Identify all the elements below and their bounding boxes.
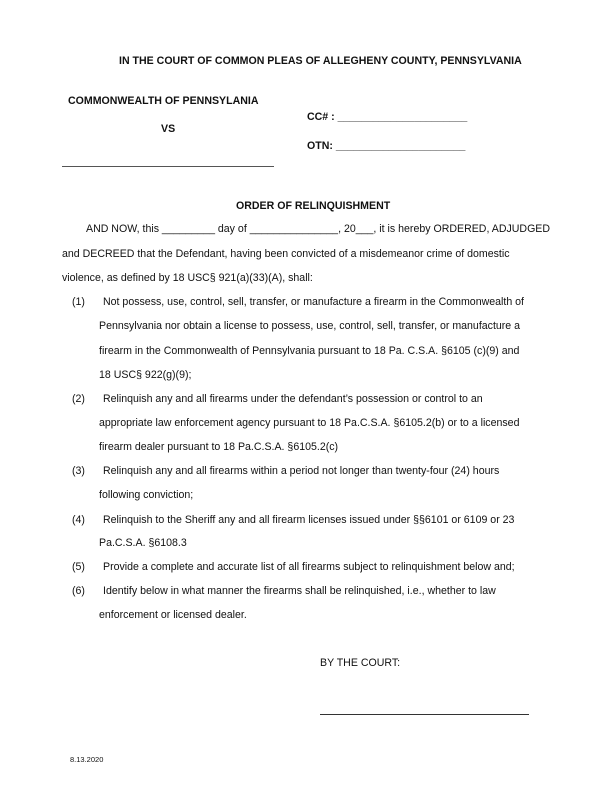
intro-line: and DECREED that the Defendant, having been convicted of a misdemeanor crime of domestic <box>62 248 510 260</box>
item-number: (1) <box>72 296 85 308</box>
judge-signature-line <box>320 714 529 715</box>
item-text-line: Pa.C.S.A. §6108.3 <box>99 537 187 549</box>
item-text-line: appropriate law enforcement agency pursuant to 18 Pa.C.S.A. §6105.2(b) or to a licensed <box>99 417 520 429</box>
item-text-line: Not possess, use, control, sell, transfer, or manufacture a firearm in the Commonwealth of <box>103 296 524 308</box>
item-text-line: following conviction; <box>99 489 194 501</box>
footer-date: 8.13.2020 <box>70 755 104 764</box>
item-number: (6) <box>72 585 85 597</box>
item-text-line: Provide a complete and accurate list of all firearms subject to relinquishment below and; <box>103 561 515 573</box>
versus-label: VS <box>161 123 176 135</box>
by-the-court-label: BY THE COURT: <box>320 657 401 669</box>
item-number: (4) <box>72 514 85 526</box>
intro-line: violence, as defined by 18 USC§ 921(a)(33)(A), shall: <box>62 272 313 284</box>
plaintiff-name: COMMONWEALTH OF PENNSYLANIA <box>68 95 259 107</box>
item-text-line: Relinquish to the Sheriff any and all firearm licenses issued under §§6101 or 6109 or 23 <box>103 514 515 526</box>
item-text-line: Relinquish any and all firearms within a period not longer than twenty-four (24) hours <box>103 465 500 477</box>
court-header: IN THE COURT OF COMMON PLEAS OF ALLEGHENY COUNTY, PENNSYLVANIA <box>119 55 522 67</box>
item-text-line: Relinquish any and all firearms under the defendant’s possession or control to an <box>103 393 483 405</box>
item-text-line: enforcement or licensed dealer. <box>99 609 247 621</box>
item-text-line: firearm in the Commonwealth of Pennsylvania pursuant to 18 Pa. C.S.A. §6105 (c)(9) and <box>99 345 520 357</box>
item-number: (5) <box>72 561 85 573</box>
item-text-line: Pennsylvania nor obtain a license to possess, use, control, sell, transfer, or manufacture a <box>99 320 521 332</box>
defendant-name-line <box>62 166 274 167</box>
item-number: (3) <box>72 465 85 477</box>
otn-number-field: OTN: ______________________ <box>307 140 466 152</box>
cc-number-field: CC# : ______________________ <box>307 111 468 123</box>
item-number: (2) <box>72 393 85 405</box>
intro-line: AND NOW, this _________ day of _______________, 20___, it is hereby ORDERED, ADJUDGED <box>86 223 551 235</box>
order-title: ORDER OF RELINQUISHMENT <box>236 200 391 212</box>
item-text-line: firearm dealer pursuant to 18 Pa.C.S.A. §6105.2(c) <box>99 441 339 453</box>
item-text-line: 18 USC§ 922(g)(9); <box>99 369 192 381</box>
item-text-line: Identify below in what manner the firearms shall be relinquished, i.e., whether to law <box>103 585 496 597</box>
